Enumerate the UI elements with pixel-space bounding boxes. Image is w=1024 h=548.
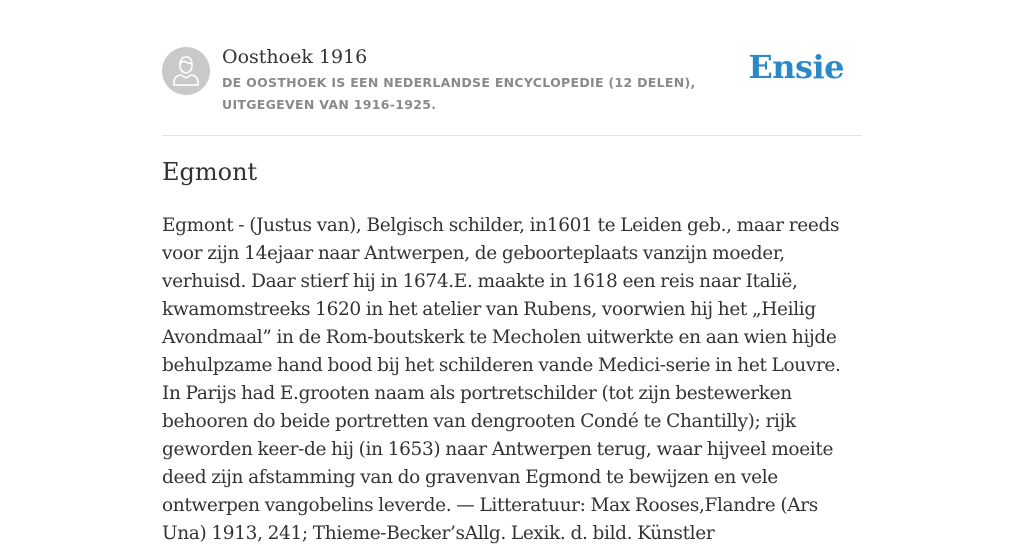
source-description: DE OOSTHOEK IS EEN NEDERLANDSE ENCYCLOPEDIE (12 DELEN), UITGEGEVEN VAN 1916-1925. xyxy=(222,75,696,112)
divider xyxy=(162,135,862,136)
user-silhouette-icon xyxy=(162,47,210,95)
article-title: Egmont xyxy=(162,158,258,186)
avatar[interactable] xyxy=(162,47,210,95)
source-header xyxy=(162,44,862,124)
source-title[interactable]: Oosthoek 1916 xyxy=(222,46,368,68)
ensie-logo[interactable]: Ensie xyxy=(748,48,844,86)
article-body: Egmont - (Justus van), Belgisch schilder, in1601 te Leiden geb., maar reeds voor zijn 14ejaar naar Antwerpen, de geboorteplaats vanzijn moeder, verhuisd. Daar stierf hij in 1674.E. maakte in 1618 een reis naar Italië, kwamomstreeks 1620 in het atelier van Rubens, voorwien hij het „Heilig Avondmaal” in de Rom-boutskerk te Mecholen uitwerkte en aan wien hijde behulpzame hand bood bij het schilderen vande Medici-serie in het Louvre. In Parijs had E.grooten naam als portretschilder (tot zijn bestewerken behooren do beide portretten van dengrooten Condé te Chantilly); rijk geworden keer-de hij (in 1653) naar Antwerpen terug, waar hijveel moeite deed zijn afstamming van do gravenvan Egmond te bewijzen en vele ontwerpen vangobelins leverde. — Litteratuur: Max Rooses,Flandre (Ars Una) 1913, 241; Thieme-Becker’sAllg. Lexik. d. bild. Künstler xyxy=(162,215,841,544)
